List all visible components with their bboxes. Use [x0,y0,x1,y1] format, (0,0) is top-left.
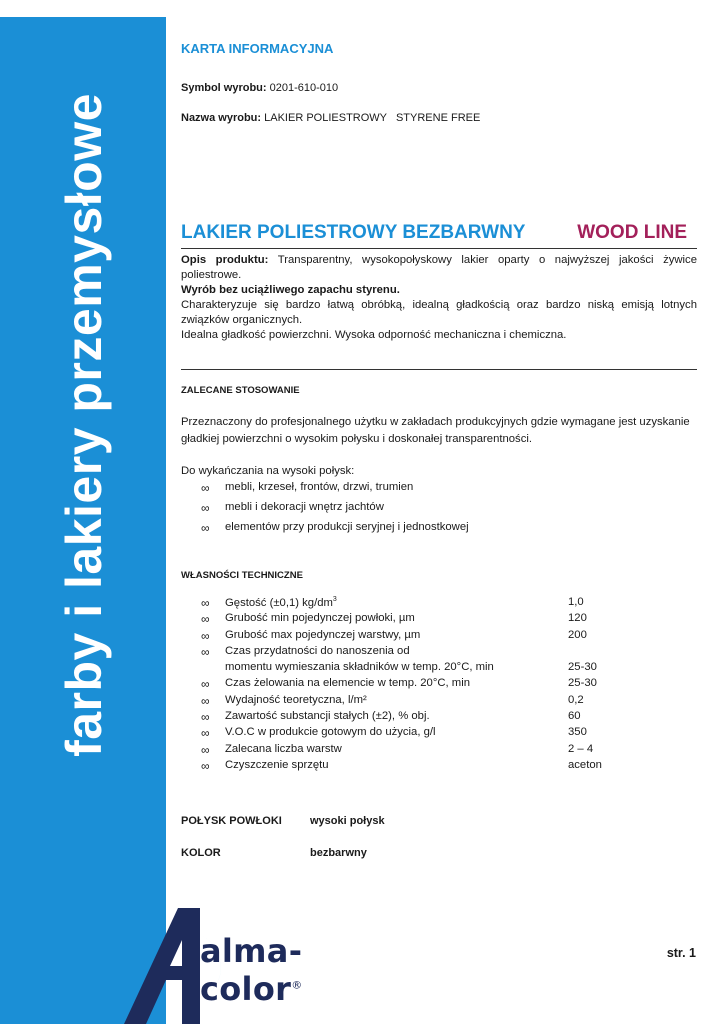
property-value: 200 [568,628,587,641]
property-row-continued [181,661,697,677]
list-item [181,481,697,501]
property-row [181,694,697,710]
property-value: 1,0 [568,596,584,608]
product-title [181,222,697,249]
property-name: Zawartość substancji stałych (±2), % obj. [225,710,430,723]
logo-wordmark [200,932,384,1008]
infinity-bullet-icon: ∞ [201,693,210,708]
description-bold-line [181,283,697,298]
infinity-bullet-icon: ∞ [201,710,210,725]
title-main: LAKIER POLIESTROWY BEZBARWNY [181,222,526,243]
property-row [181,596,697,612]
infinity-bullet-icon: ∞ [201,758,210,773]
name-value: LAKIER POLIESTROWY STYRENE FREE [264,112,481,124]
infinity-bullet-icon: ∞ [201,628,210,643]
property-row [181,612,697,628]
property-value: 350 [568,726,587,739]
infinity-bullet-icon: ∞ [201,742,210,757]
title-line: WOOD LINE [577,222,687,243]
property-name: Grubość max pojedynczej warstwy, µm [225,628,421,641]
company-logo [124,908,384,1024]
property-row [181,710,697,726]
description-text-1: Transparentny, wysokopołyskowy lakier oparty o najwyższej jakości żywice poliestrowe. [181,254,697,281]
gloss-spec [181,815,385,827]
property-value: 25-30 [568,661,597,674]
color-value: bezbarwny [310,847,367,859]
property-value: 120 [568,612,587,625]
page-number: str. 1 [666,946,696,960]
list-item [181,521,697,541]
symbol-value: 0201-610-010 [269,82,339,94]
name-label: Nazwa wyrobu: [181,112,262,124]
color-label: KOLOR [181,847,221,859]
usage-heading: ZALECANE STOSOWANIE [181,385,300,396]
property-row [181,629,697,645]
logo-text: alma-color [200,932,303,1008]
infinity-bullet-icon: ∞ [201,596,210,610]
description-intro [181,253,697,283]
description-label: Opis produktu: [181,254,269,266]
infinity-bullet-icon: ∞ [201,612,210,627]
product-symbol [181,82,338,94]
property-value: 0,2 [568,693,584,706]
property-name [225,596,337,609]
property-value: 60 [568,710,581,723]
property-value: 25-30 [568,677,597,690]
property-name: Grubość min pojedynczej powłoki, µm [225,612,415,625]
property-name-continued: momentu wymieszania składników w temp. 20°C, min [225,661,494,674]
gloss-label: POŁYSK POWŁOKI [181,815,282,827]
infinity-bullet-icon: ∞ [201,521,210,535]
property-name: Czas żelowania na elemencie w temp. 20°C, min [225,677,471,690]
product-description [181,253,697,343]
list-item-text: mebli i dekoracji wnętrz jachtów [225,501,384,513]
density-unit-exponent: 3 [332,596,337,603]
property-row [181,726,697,742]
property-name: V.O.C w produkcie gotowym do użycia, g/l [225,726,436,739]
usage-list [181,481,697,541]
registered-mark: ® [291,978,303,992]
infinity-bullet-icon: ∞ [201,644,210,659]
list-item [181,501,697,521]
list-item-text: elementów przy produkcji seryjnej i jednostkowej [225,521,469,533]
product-name [181,112,480,124]
document-type: KARTA INFORMACYJNA [181,41,334,56]
properties-list [181,596,697,775]
property-row [181,677,697,693]
property-name: Wydajność teoretyczna, l/m² [225,693,367,706]
section-divider [181,369,697,370]
usage-paragraph: Przeznaczony do profesjonalnego użytku w zakładach produkcyjnych gdzie wymagane jest uzyskanie gładkiej powierzchni o wysokim połysku i doskonałej transparentności. [181,416,690,445]
gloss-value: wysoki połysk [310,815,385,827]
property-row [181,759,697,775]
property-name: Czas przydatności do nanoszenia od [225,644,410,657]
infinity-bullet-icon: ∞ [201,501,210,515]
properties-heading: WŁASNOŚCI TECHNICZNE [181,570,303,581]
sidebar-slogan: farby i lakiery przemysłowe [56,93,112,757]
symbol-label: Symbol wyrobu: [181,82,267,94]
usage-intro: Do wykańczania na wysoki połysk: [181,465,355,477]
property-row [181,743,697,759]
density-label: Gęstość (±0,1) kg/dm [225,596,333,609]
infinity-bullet-icon: ∞ [201,726,210,741]
property-name: Czyszczenie sprzętu [225,758,329,771]
property-value: aceton [568,758,602,771]
description-text-2: Charakteryzuje się bardzo łatwą obróbką, idealną gładkością oraz bardzo niską emisją lotnych związków organicznych. [181,299,697,326]
color-spec [181,847,367,859]
property-row [181,645,697,661]
property-value: 2 – 4 [568,742,594,755]
infinity-bullet-icon: ∞ [201,481,210,495]
styrene-free-note: Wyrób bez uciążliwego zapachu styrenu. [181,284,400,296]
property-name: Zalecana liczba warstw [225,742,342,755]
sidebar-band [0,17,166,1024]
description-text-3: Idealna gładkość powierzchni. Wysoka odporność mechaniczna i chemiczna. [181,329,567,341]
infinity-bullet-icon: ∞ [201,677,210,692]
list-item-text: mebli, krzeseł, frontów, drzwi, trumien [225,481,414,493]
